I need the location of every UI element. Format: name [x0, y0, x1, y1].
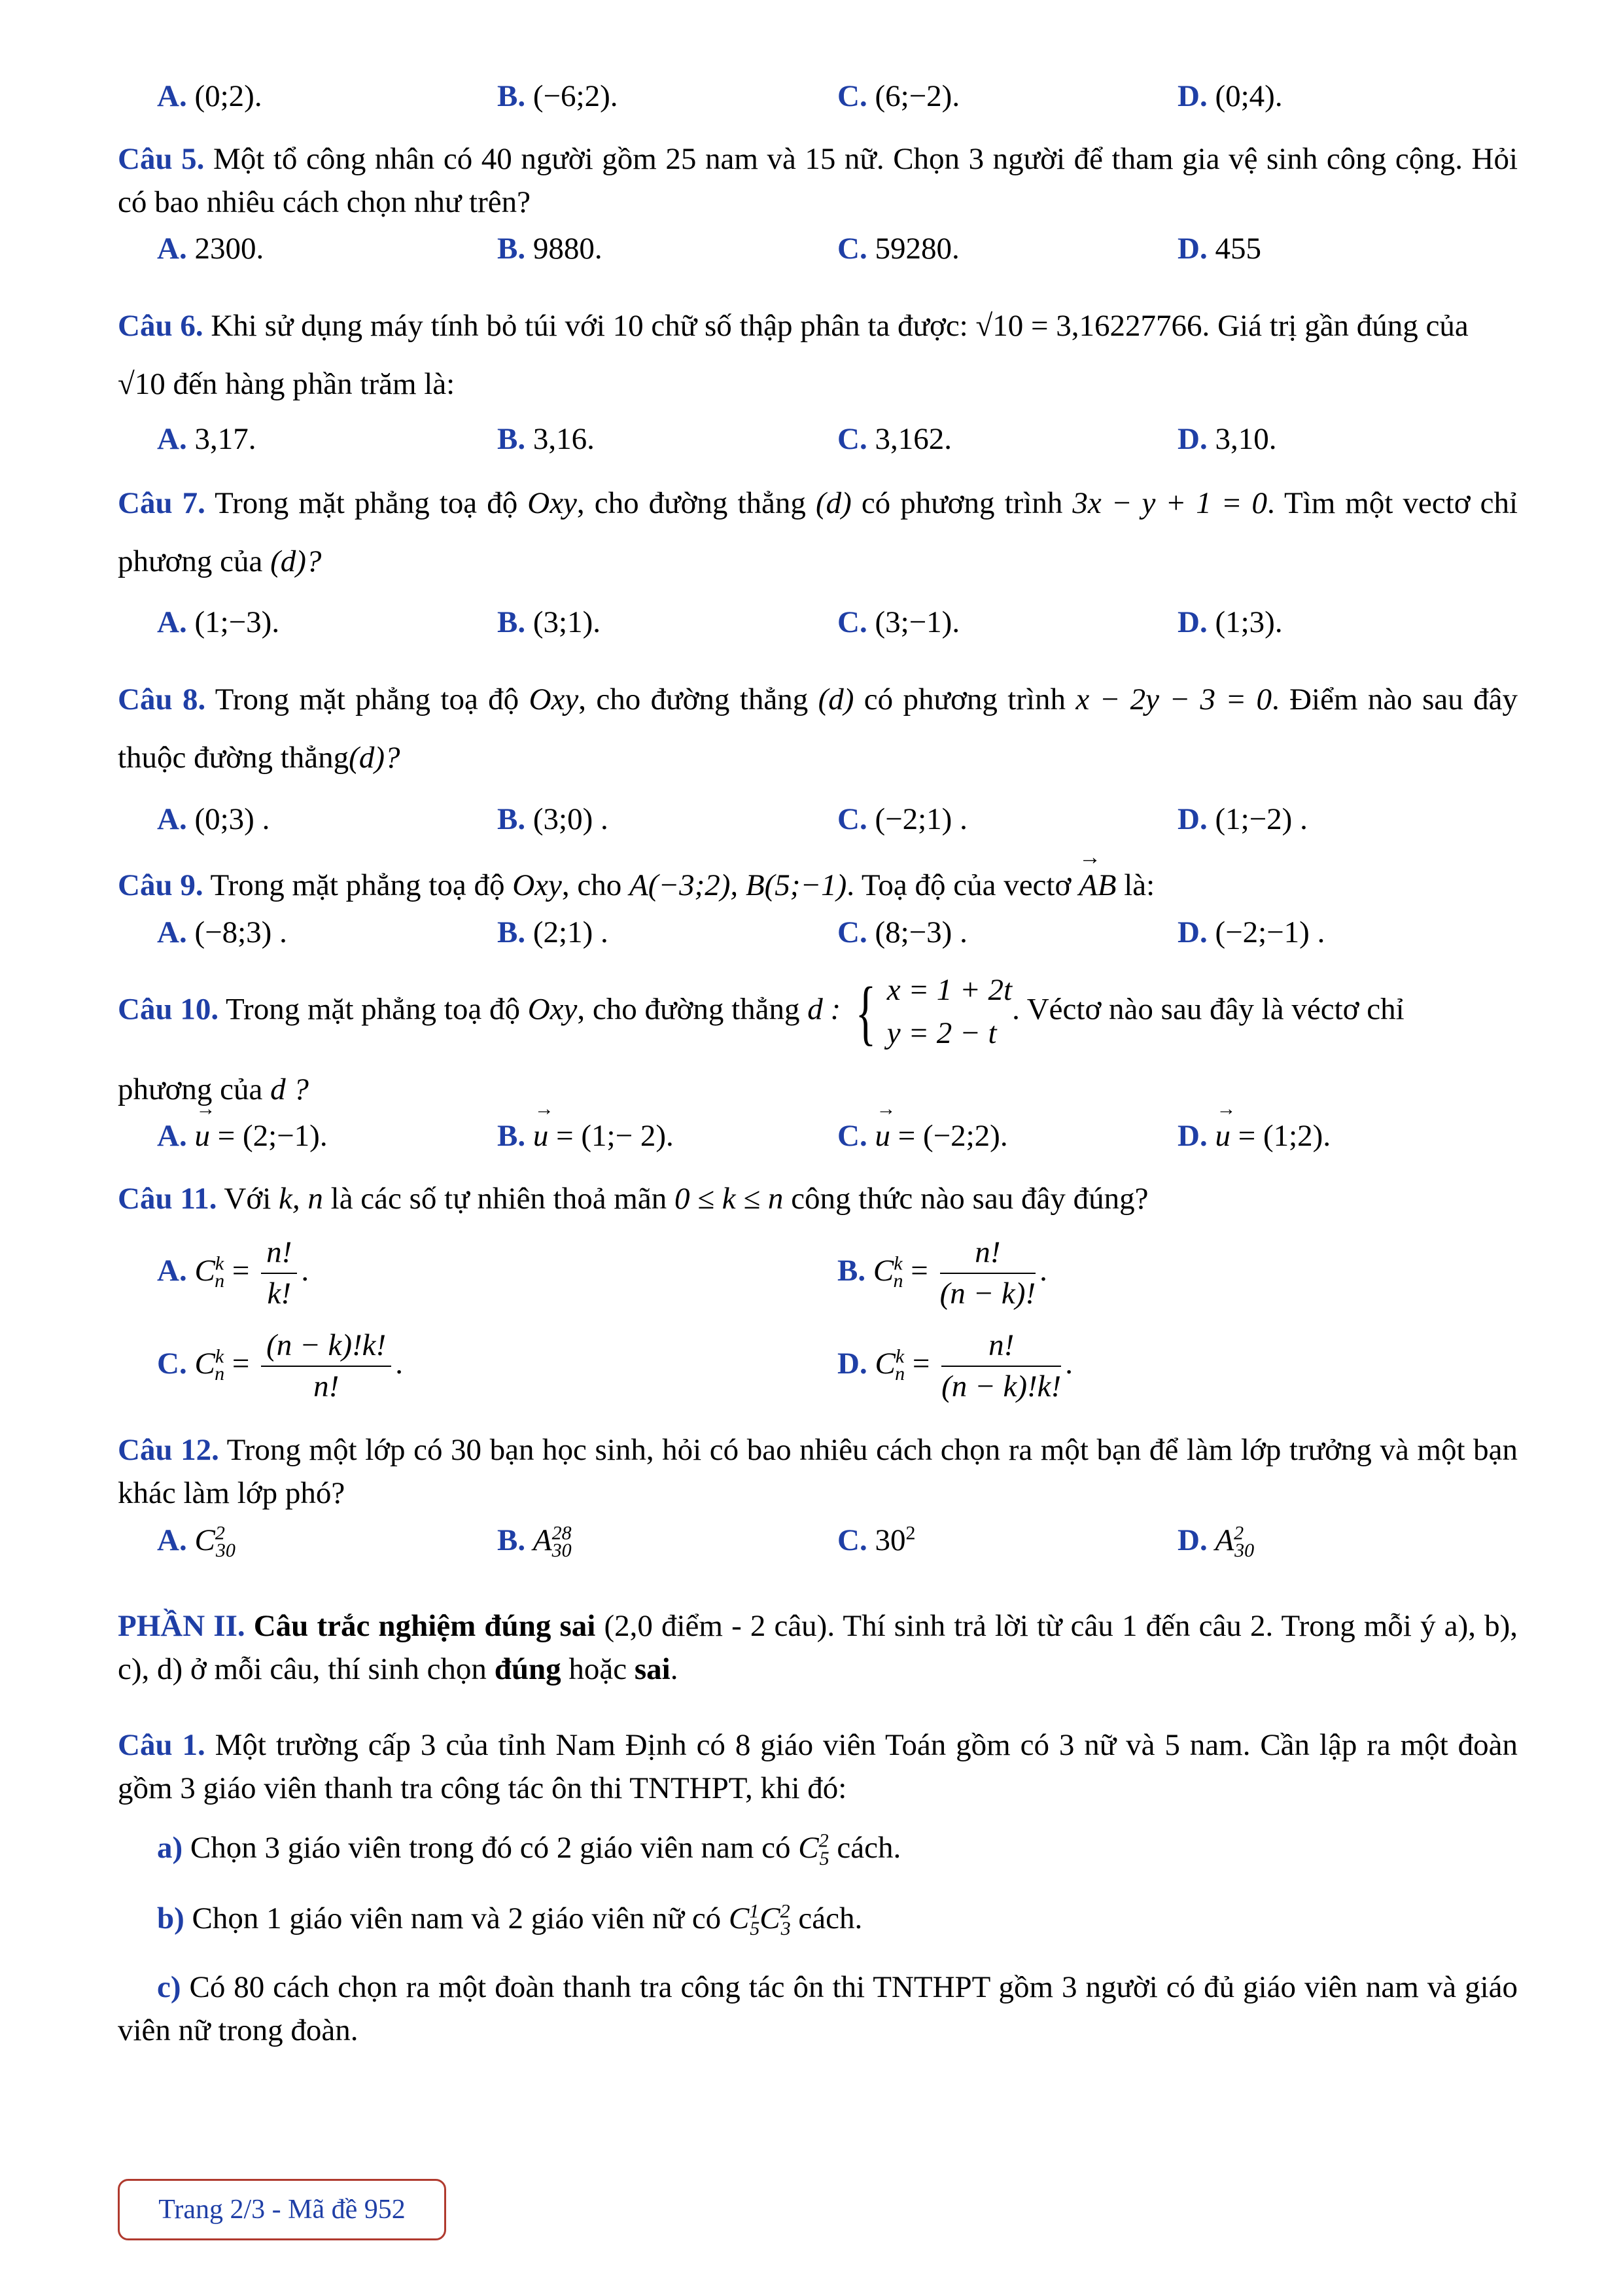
q10-option-a[interactable]: A. → u = (2;−1).: [157, 1115, 497, 1158]
part-2-heading: PHẦN II. Câu trắc nghiệm đúng sai (2,0 điểm - 2 câu). Thí sinh trả lời từ câu 1 đến câu 2. Trong mỗi ý a), b), c), d) ở mỗi câu, thí sinh chọn đúng hoặc sai.: [118, 1609, 1518, 1687]
q4-option-b[interactable]: B. (−6;2).: [497, 79, 618, 113]
q9-option-a[interactable]: A. (−8;3) .: [157, 915, 287, 950]
question-11: Câu 11. Với k, n là các số tự nhiên thoả mãn 0 ≤ k ≤ n công thức nào sau đây đúng?: [118, 1182, 1149, 1216]
q10-options: [157, 1115, 1518, 1158]
q6-option-d[interactable]: D. 3,10.: [1178, 421, 1277, 456]
q5-option-c[interactable]: C. 59280.: [837, 232, 960, 266]
page-content: [118, 75, 1518, 2053]
q12-options: [157, 1519, 1518, 1564]
vector-ab: → AB: [1079, 864, 1116, 908]
q9-option-d[interactable]: D. (−2;−1) .: [1178, 915, 1325, 950]
q11-option-d[interactable]: D. $C^k_n$ = $\frac{n!}{(n - k)!k!}$ .: [837, 1326, 1518, 1407]
statement-a[interactable]: a) Chọn 3 giáo viên trong đó có 2 giáo viên nam có $C^2_5$ cách.: [157, 1829, 901, 1869]
q7-option-c[interactable]: C. (3;−1).: [837, 605, 960, 640]
page-footer: Trang 2/3 - Mã đề 952: [118, 2179, 446, 2240]
q5-option-d[interactable]: D. 455: [1178, 232, 1261, 266]
q8-option-a[interactable]: A. (0;3) .: [157, 802, 270, 836]
q10-option-c[interactable]: C. → u = (−2;2).: [837, 1115, 1178, 1158]
q4-option-c[interactable]: C. (6;−2).: [837, 79, 960, 113]
q9-options: [157, 911, 1518, 955]
frac-c: $\frac{(n - k)!k!}{n!}$: [261, 1326, 391, 1407]
q5-option-b[interactable]: B. 9880.: [497, 232, 602, 266]
q7-option-a[interactable]: A. (1;−3).: [157, 605, 280, 640]
frac-a: $\frac{n!}{k!}$: [261, 1233, 297, 1314]
line-system: { x = 1 + 2t y = 2 − t: [855, 972, 1013, 1052]
question-5: Câu 5. Một tổ công nhân có 40 người gồm 25 nam và 15 nữ. Chọn 3 người để tham gia vệ sinh công cộng. Hỏi có bao nhiêu cách chọn như trên?: [118, 141, 1518, 219]
q9-option-b[interactable]: B. (2;1) .: [497, 915, 608, 950]
q8-options: [157, 798, 1518, 841]
question-12: Câu 12. Trong một lớp có 30 bạn học sinh, hỏi có bao nhiêu cách chọn ra một bạn để làm lớp trưởng và một bạn khác làm lớp phó?: [118, 1433, 1518, 1511]
q6-option-c[interactable]: C. 3,162.: [837, 421, 952, 456]
q4-options: [157, 75, 1518, 118]
question-6: Câu 6. Khi sử dụng máy tính bỏ túi với 10 chữ số thập phân ta được: √10 = 3,16227766. Giá trị gần đúng của √10 đến hàng phần trăm là:: [118, 309, 1469, 402]
q11-options-cd: [157, 1326, 1518, 1407]
q4-option-d[interactable]: D. (0;4).: [1178, 79, 1283, 113]
q11-option-c[interactable]: C. $C^k_n$ = $\frac{(n - k)!k!}{n!}$ .: [157, 1326, 837, 1407]
q12-option-a[interactable]: A. $C^2_{30}$: [157, 1522, 236, 1562]
q9-option-c[interactable]: C. (8;−3) .: [837, 915, 968, 950]
q6-options: [157, 418, 1518, 461]
q5-option-a[interactable]: A. 2300.: [157, 232, 264, 266]
q7-option-b[interactable]: B. (3;1).: [497, 605, 601, 640]
q12-option-d[interactable]: D. $A^2_{30}$: [1178, 1522, 1255, 1562]
q6-option-b[interactable]: B. 3,16.: [497, 421, 595, 456]
q8-option-b[interactable]: B. (3;0) .: [497, 802, 608, 836]
question-10: Câu 10. Trong mặt phẳng toạ độ Oxy, cho đường thẳng d : { x = 1 + 2t y = 2 − t . Véctơ nào sau đây là véctơ chỉ: [118, 969, 1518, 1055]
part-2-question-1: Câu 1. Một trường cấp 3 của tỉnh Nam Định có 8 giáo viên Toán gồm có 3 nữ và 5 nam. Cần lập ra một đoàn gồm 3 giáo viên thanh tra công tác ôn thi TNTHPT, khi đó:: [118, 1727, 1518, 1805]
q10-option-d[interactable]: D. → u = (1;2).: [1178, 1115, 1518, 1158]
q11-options-ab: [157, 1233, 1518, 1314]
question-7: Câu 7. Trong mặt phẳng toạ độ Oxy, cho đường thẳng (d) có phương trình 3x − y + 1 = 0. Tìm một vectơ chỉ phương của (d)?: [118, 486, 1518, 578]
question-10-cont: phương của d ?: [118, 1072, 309, 1106]
frac-d: $\frac{n!}{(n - k)!k!}$: [941, 1326, 1061, 1407]
q12-option-c[interactable]: C. $30^2$: [837, 1522, 916, 1557]
question-8: Câu 8. Trong mặt phẳng toạ độ Oxy, cho đường thẳng (d) có phương trình x − 2y − 3 = 0. Điểm nào sau đây thuộc đường thẳng(d)?: [118, 682, 1518, 775]
q7-options: [157, 601, 1518, 645]
q11-option-b[interactable]: B. $C^k_n$ = $\frac{n!}{(n - k)!}$ .: [837, 1233, 1518, 1314]
q4-option-a[interactable]: A. (0;2).: [157, 79, 262, 113]
q11-option-a[interactable]: A. $C^k_n$ = $\frac{n!}{k!}$ .: [157, 1233, 837, 1314]
q12-option-b[interactable]: B. $A^{28}_{30}$: [497, 1522, 572, 1562]
frac-b: $\frac{n!}{(n - k)!}$: [940, 1233, 1036, 1314]
q8-option-c[interactable]: C. (−2;1) .: [837, 802, 968, 836]
q10-option-b[interactable]: B. → u = (1;− 2).: [497, 1115, 837, 1158]
q7-option-d[interactable]: D. (1;3).: [1178, 605, 1283, 640]
q8-option-d[interactable]: D. (1;−2) .: [1178, 802, 1308, 836]
q5-options: [157, 228, 1518, 271]
q6-option-a[interactable]: A. 3,17.: [157, 421, 256, 456]
question-9: Câu 9. Trong mặt phẳng toạ độ Oxy, cho A(−3;2), B(5;−1). Toạ độ của vectơ → AB là:: [118, 864, 1518, 908]
statement-c[interactable]: c) Có 80 cách chọn ra một đoàn thanh tra công tác ôn thi TNTHPT gồm 3 người có đủ giáo viên nam và giáo viên nữ trong đoàn.: [118, 1970, 1518, 2048]
statement-b[interactable]: b) Chọn 1 giáo viên nam và 2 giáo viên nữ có $C^1_5C^2_3$ cách.: [157, 1900, 863, 1940]
